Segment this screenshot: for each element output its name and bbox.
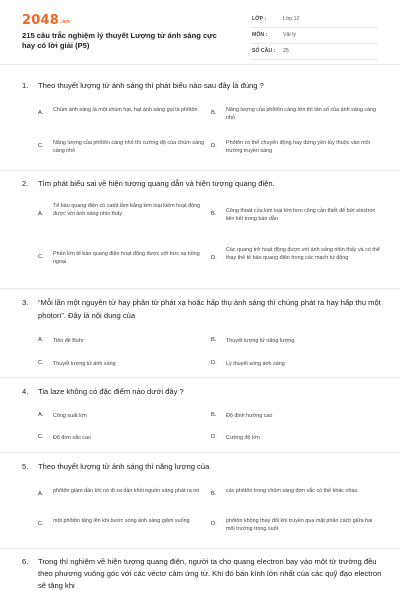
option-letter: A. [38, 110, 44, 116]
option-text: Tế bào quang điện có catốt làm bằng kim loại kiềm hoạt động được với ánh sáng nhìn thấy [53, 203, 201, 218]
meta-row-subject [252, 28, 378, 44]
question-number: 3. [22, 298, 29, 307]
question-text [22, 461, 382, 474]
question-number: 5. [22, 462, 29, 471]
option-letter: C. [38, 521, 44, 527]
header-divider [0, 64, 400, 65]
meta-row-class [252, 12, 378, 28]
meta-row-question-count [252, 44, 378, 60]
document-meta [252, 12, 378, 60]
option-text: Phần lớn tế bào quang điện hoạt động được với bức xạ hồng ngoại [53, 251, 200, 266]
question-text [22, 178, 382, 191]
option-letter: B. [211, 491, 217, 497]
site-logo[interactable] [22, 13, 70, 28]
question-separator [0, 288, 400, 289]
question-stem: “Mỗi lần một nguyên tử hay phân tử phát xạ hoặc hấp thụ ánh sáng thì chúng phát ra hay hấp thụ một photon”. Đây là nội dung của [38, 298, 381, 320]
meta-value: 25 [283, 48, 289, 54]
question-stem: Theo thuyết lượng tử ánh sáng thì năng lượng của [38, 462, 210, 471]
question-separator [0, 548, 400, 549]
option-text: Thuyết lượng tử ánh sáng [53, 361, 116, 367]
option-text: Các quang trở hoạt động được với ánh sáng nhìn thấy và có thể thay thế tế bào quang điện trong các mạch tự động [226, 247, 380, 262]
question-text [22, 297, 382, 322]
option-text: các phôtôn trong chùm sáng đơn sắc có thể khác nhau [226, 488, 358, 494]
document-title: 215 câu trắc nghiệm lý thuyết Lượng tử ánh sáng cực hay có lời giải (P5) [22, 31, 217, 50]
option-letter: B. [211, 412, 217, 418]
question-stem: Tia laze không có đặc điểm nào dưới đây ? [38, 387, 184, 396]
option-letter: B. [211, 211, 217, 217]
option-text: phôtôn giảm dần khi nó đi xa dần khỏi nguồn sáng phát ra nó [53, 488, 200, 494]
option-letter: D. [211, 434, 217, 440]
option-text: Cường độ lớn [226, 435, 260, 441]
option-letter: A. [38, 337, 44, 343]
option-letter: B. [211, 110, 217, 116]
logo-text: 2048 [22, 13, 59, 28]
option-letter: A. [38, 412, 44, 418]
question-text [22, 386, 382, 399]
option-text: phôtôn không thay đổi khi truyền qua mặt phân cách giữa hai môi trường trong suốt [226, 518, 373, 533]
meta-value: Vật lý [283, 32, 296, 38]
option-letter: D. [211, 521, 217, 527]
option-letter: C. [38, 254, 44, 260]
logo-domain: .vn [59, 19, 71, 25]
meta-label: LỚP : [252, 16, 267, 22]
option-text: Độ đơn sắc cao [53, 435, 91, 441]
question-stem: Theo thuyết lượng tử ánh sáng thì phát biểu nào sau đây là đúng ? [38, 81, 264, 90]
option-letter: A. [38, 491, 44, 497]
question-separator [0, 170, 400, 171]
question-number: 2. [22, 179, 29, 188]
option-text: Năng lượng của phôtôn càng lớn thì tần số của ánh sáng càng nhỏ [226, 107, 377, 122]
page-header [0, 0, 400, 62]
option-text: Phôtôn có thể chuyển động hay đứng yên tùy thuộc vào môi trường truyền sáng [226, 140, 370, 155]
option-letter: B. [211, 337, 217, 343]
option-text: Công suất lớn [53, 413, 87, 419]
option-text: Tiên đề Bohr [53, 338, 84, 344]
question-text [22, 80, 382, 93]
option-text: Công thoát của kim loại lớn hơn công cần thiết để bứt electron liên kết trong bán dẫn [226, 208, 376, 223]
option-text: Thuyết lượng tử năng lượng [226, 338, 295, 344]
option-letter: D. [211, 143, 217, 149]
option-text: Chùm ánh sáng là một chùm hạt, hạt ánh sáng gọi là phôtôn [53, 107, 198, 113]
option-letter: D. [211, 255, 217, 261]
option-text: Độ định hướng cao [226, 413, 273, 419]
option-letter: C. [38, 360, 44, 366]
meta-label: SỐ CÂU : [252, 48, 276, 54]
option-text: một phôtôn tăng lên khi bước sóng ánh sáng giảm xuống [53, 518, 190, 524]
option-letter: C. [38, 143, 44, 149]
question-stem: Trong thí nghiệm về hiện tượng quang điện, người ta cho quang electron bay vào một từ trường đều theo phương vuông góc với các véctơ cảm ứng từ. Khi đó bán kính lớn nhất của các quỹ đạo electron sẽ tăng khi [38, 557, 382, 590]
option-letter: C. [38, 434, 44, 440]
question-text [22, 556, 382, 592]
question-number: 4. [22, 387, 29, 396]
question-number: 1. [22, 81, 29, 90]
meta-label: MÔN : [252, 32, 268, 38]
question-stem: Tìm phát biểu sai về hiện tượng quang dẫn và hiện tượng quang điện. [38, 179, 275, 188]
option-letter: D. [211, 360, 217, 366]
option-letter: A. [38, 211, 44, 217]
meta-value: Lớp 12 [283, 16, 300, 22]
question-separator [0, 452, 400, 453]
question-separator [0, 377, 400, 378]
option-text: Lý thuyết sóng ánh sáng [226, 361, 285, 367]
question-number: 6. [22, 557, 29, 566]
option-text: Năng lượng của phôtôn càng nhỏ thì cường độ của chùm sáng càng nhỏ [53, 140, 204, 155]
